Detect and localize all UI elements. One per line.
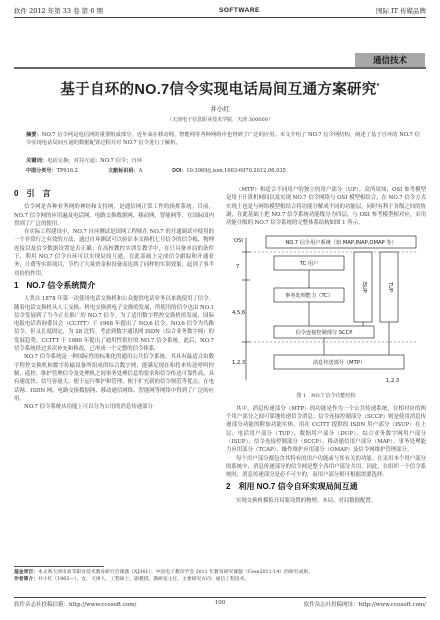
paragraph: NO.7 信令系统是一种国际性的标准化的通用公共信令系统，其具有最适合由数字程控交换机和数字传输设备所组成的综合数字网，能满足现在和将来传送呼叫控制、遥控、维护管理信令及处理机之间事务处理信息的要求和信令传送可靠性高，具有速度快、信号容量大、便于运行维护和管理、便于扩充新的信令规范等优点；在电话网、ISDN 网、电路交换数据网、移动通信网络、智能网等网络中得到了广泛的应用。	[14, 354, 214, 402]
tc-user-label: TC 用户	[299, 261, 319, 268]
doi: DOI：10.3969/j.issn.1003-6970.2012.06.035	[172, 168, 286, 174]
keywords	[26, 156, 421, 164]
mtp-label: 消息传送部分（MTP）	[312, 360, 366, 367]
figure-1-diagram	[226, 230, 426, 390]
user-system-label: NO.7 信令用户系统（如 MAP,INAP,OMAP 等）	[285, 240, 397, 247]
section-banner: 通信技术	[355, 53, 425, 67]
sccp-label: 信令连接控制部分 SCCP	[295, 330, 353, 337]
author-affiliation: （天津电子信息职业技术学院，天津 300000）	[167, 117, 273, 123]
abstract-text: NO.7 信令网是电信网的重要组成部分，近年来在移动网、智能网等各种网络中也得到了广泛的应用。本文介绍了 NO.7 信令网结构，阐述了基于自环的 NO.7 信令实现电话局间互通的数据配置过程并对 NO.7 信令进行了解析。	[26, 132, 420, 146]
banner-rule	[14, 67, 426, 69]
footer-right: 软件杂志社投稿网址：http://www.ccosoft.com/	[303, 602, 426, 608]
author-name: 井小红	[210, 105, 230, 113]
running-head-issue: 软件 2012 年第 33 卷 第 6 期	[14, 7, 103, 15]
paragraph: 人类自 1878 年第一次使用电话交换机和公众提供电话业务以来就使用了信令。随着电话交换机从人工交换、机电交换到电子交换的发展，所使用的信令也由 NO.1 信令发展到了当今正在推广的 NO.7 信令。为了适用数字程控交换机的发展，国际电报电话咨询委员会（CCITT）于 1968 年提出了 NO.6 信令，NO.6 信令为共路信令，但又长度固定，为 28 比特。考虑到数字通讯网 ISDN（综合业务数字网）的发展趋势，CCITT 于 1980 年提出了通用性很好的 NO.7 信令系统，此后，NO.7 信令系统经过多次补充和修改，已形成一个完整的信令体系。	[14, 296, 214, 353]
paragraph: 在实际工程建设中，NO.7 自环测试是国网工程师在 NO.7 的开通调试中使用的一个非常行之有效的方法，通过自环测试可以验证本交换机七号信令的信令板、物理连接以及信令数据设置是否正确；在高校教控实训室教学中，在只具备单局的条件下，利用 NO.7 信令自环可以实现局间互通，在此基础上完成信令跟踪和开通业务，计费等实训项目，节约了大量资金和设备而达到了同样的实训效果，起到了事半功倍的作用。	[14, 229, 214, 277]
document-code: 文献标识码：A	[108, 168, 143, 174]
tup-label: TUP	[387, 282, 393, 293]
clc-number: 中图分类号：TP916.2	[26, 168, 78, 174]
right-column	[226, 186, 426, 505]
page-footer	[14, 597, 426, 609]
signaling-structure-diagram	[226, 230, 426, 390]
osi-level-456: 4,5,6	[232, 310, 246, 317]
osi-level-123: 1,2,3	[232, 360, 246, 367]
keywords-text: 电话交换；对局互通；NO.7 信令；自环	[47, 158, 143, 164]
footnote-rule	[14, 566, 104, 567]
paragraph: 其中，消息传递部分（MTP）的功能是作为一个公共传递系统，在相对应的两个用户部分之间可靠地传递信令消息；信令连接控制部分（SCCP）则是使用消息传递部分功能的附加功能实体，用在 CCITT 提供的 ISDN 用户部分（ISUP）在上层，电话用户部分（TUP）、数据用户部分（DUP）、综合业务数字网用户部分（ISUP）、信令连接控制部分（SCCP）、移动通信用户部分（MAP）、事务处理能力应用部分（TCAP）、操作维护应用部分（OMAP）及信令网维护管理部分。	[226, 405, 426, 454]
paragraph: NO.7 信令系统从功能上可以分为公用的消息传递部分	[24, 404, 153, 411]
running-head	[14, 6, 426, 18]
funding-note: 基金项目：本文系天津市高等职业技术教育研究会课题（XJ361）；中国电子教育学会 2011 年教育研究课题（Cese2011-14）的研究成果。	[14, 570, 313, 575]
article-title	[14, 78, 426, 99]
title-footnote-mark: *	[376, 83, 380, 91]
abstract-label: 摘要：	[26, 132, 42, 138]
running-head-brand: 国际 IT 传媒品牌	[375, 7, 426, 15]
paragraph: 信令网是各种业务网的神经和支持网，是通信网正常工作的指挥系统。目前，NO.7 信令网的应用遍及电话网、电路交换数据网、移动网、智能网等，在国际国内得到了广泛的使用。	[14, 204, 214, 227]
abstract	[26, 131, 421, 147]
section-heading-2: 2 利用 NO.7 信令自环实现局间互通	[226, 482, 358, 492]
footer-left: 软件杂志社投稿信箱：http://www.ccosoft.com/	[14, 602, 137, 608]
running-head-journal: SOFTWARE	[219, 7, 260, 14]
mtp-level-label: 1,2,3	[386, 378, 400, 385]
article-title-text: 基于自环的NO.7信令实现电话局间互通方案研究	[60, 82, 377, 98]
page-number: 100	[214, 600, 226, 606]
paragraph: 实现交换机模拟开局要设置的物理、本局、对局数据配置。	[236, 497, 377, 504]
isup-label: ISUP	[361, 281, 367, 294]
section-heading-1: 1 NO.7 信令系统简介	[14, 280, 96, 290]
footnotes	[14, 569, 426, 583]
left-column	[14, 186, 214, 411]
tc-label: 事务处理能力（TC）	[285, 293, 333, 300]
osi-label: OSI	[234, 238, 243, 245]
keywords-label: 关键词：	[26, 158, 48, 164]
section-heading-intro: 0 引 言	[14, 189, 51, 198]
paragraph: （MTP）和适合不同用户的独立的用户部分（UP）。众所周知，OSI 参考模型是用于计算机网间以及实现 NO.7 信令网络与 OSI 模型相结合，在 NO.7 信令方式实现上也是与网络模型相结合将功能分解成不同的功能层，同时有利于各级之间的协调，在此基础上把 NO.7 信令系统功能级分为四层，与 OSI 参考模型相对应，采用功能分级的 NO.7 信令系统的完整体系结构如图 1 所示。	[226, 187, 426, 227]
osi-level-7: 7	[236, 264, 240, 271]
figure-1-caption: 图 1 NO.7 信令功能结构	[296, 393, 356, 400]
author-bio-note: 作者简介：井小红（1965—），女，天津人，工程硕士，副教授，教研室主任，主要研究方向：通信工程技术。	[14, 577, 250, 582]
classification-row	[26, 167, 421, 174]
paragraph: 每个用户部分都包含其特有的用户功能或与其有关的功能。在采用本个用户部分的系统中，消息传递部分的信令网是整个各用户部分共用。因此，在组织一个信令系统时，消息传递部分是必不可少的，而用户部分则可根据需要选择。	[226, 455, 426, 479]
